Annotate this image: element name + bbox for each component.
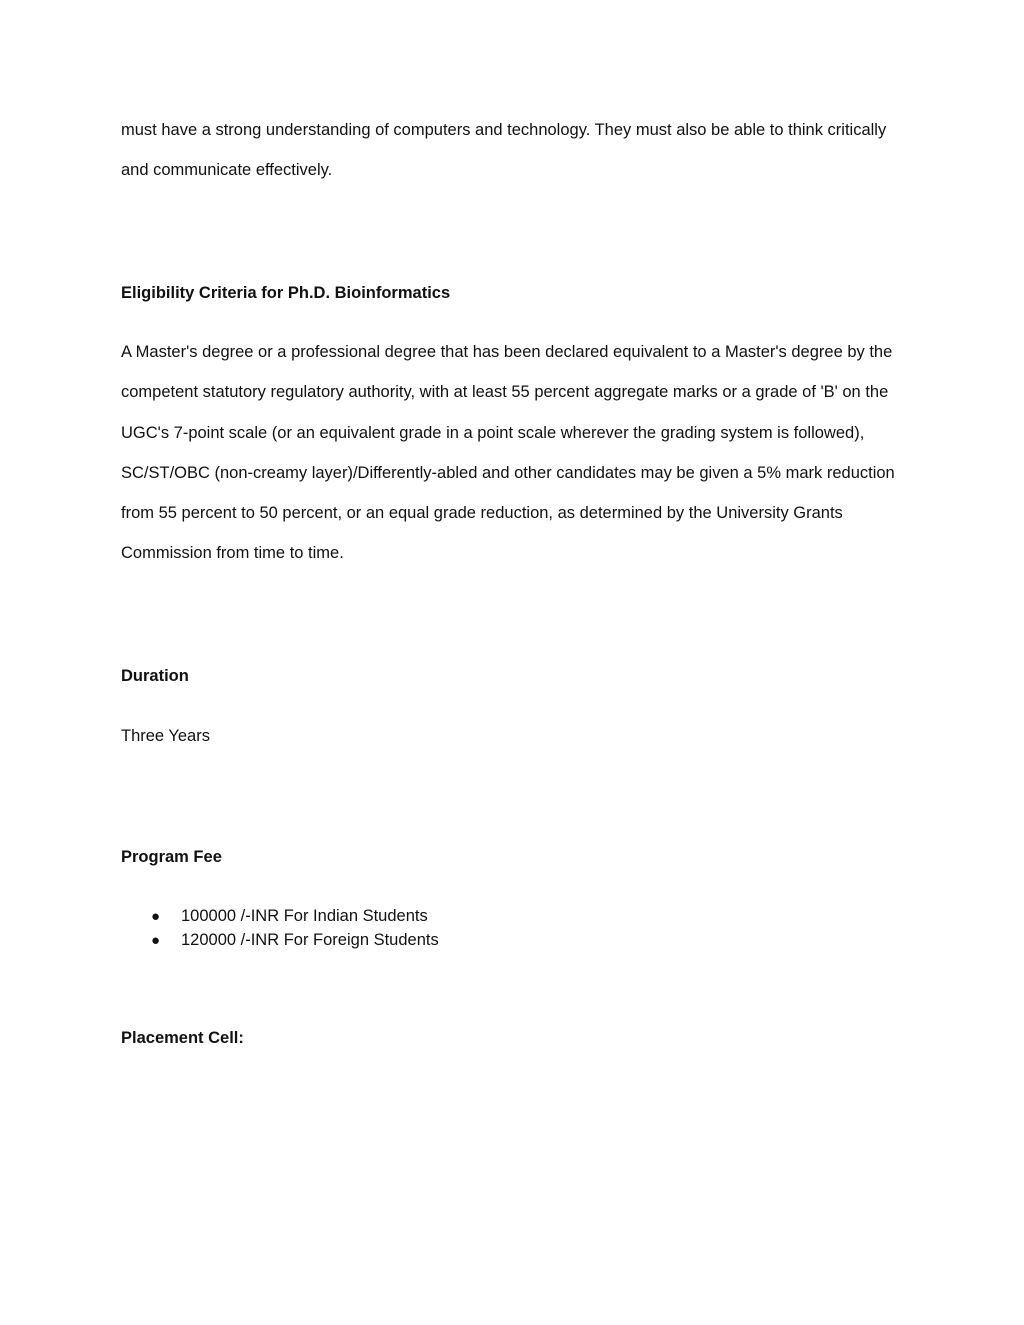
bullet-icon: ● [151, 931, 161, 949]
duration-heading: Duration [121, 667, 189, 685]
program-fee-heading: Program Fee [121, 848, 222, 866]
fee-indian-students: 100000 /-INR For Indian Students [181, 907, 428, 925]
program-fee-list [121, 905, 881, 952]
bullet-icon: ● [151, 908, 161, 925]
eligibility-paragraph: A Master's degree or a professional degree that has been declared equivalent to a Master's degree by the competent statutory regulatory authority, with at least 55 percent aggregate marks or a grade of 'B' on the UGC's 7-point scale (or an equivalent grade in a point scale wherever the grading system is followed), SC/ST/OBC (non-creamy layer)/Differently-abled and other candidates may be given a 5% mark reduction from 55 percent to 50 percent, or an equal grade reduction, as determined by the University Grants Commission from time to time. [121, 343, 895, 563]
placement-heading: Placement Cell: [121, 1029, 244, 1047]
intro-paragraph: must have a strong understanding of computers and technology. They must also be able to think critically and communicate effectively. [121, 121, 887, 180]
list-item [121, 905, 881, 929]
fee-foreign-students: 120000 /-INR For Foreign Students [181, 930, 439, 949]
list-item [121, 929, 881, 953]
eligibility-heading: Eligibility Criteria for Ph.D. Bioinformatics [121, 284, 451, 302]
duration-value: Three Years [121, 727, 210, 745]
